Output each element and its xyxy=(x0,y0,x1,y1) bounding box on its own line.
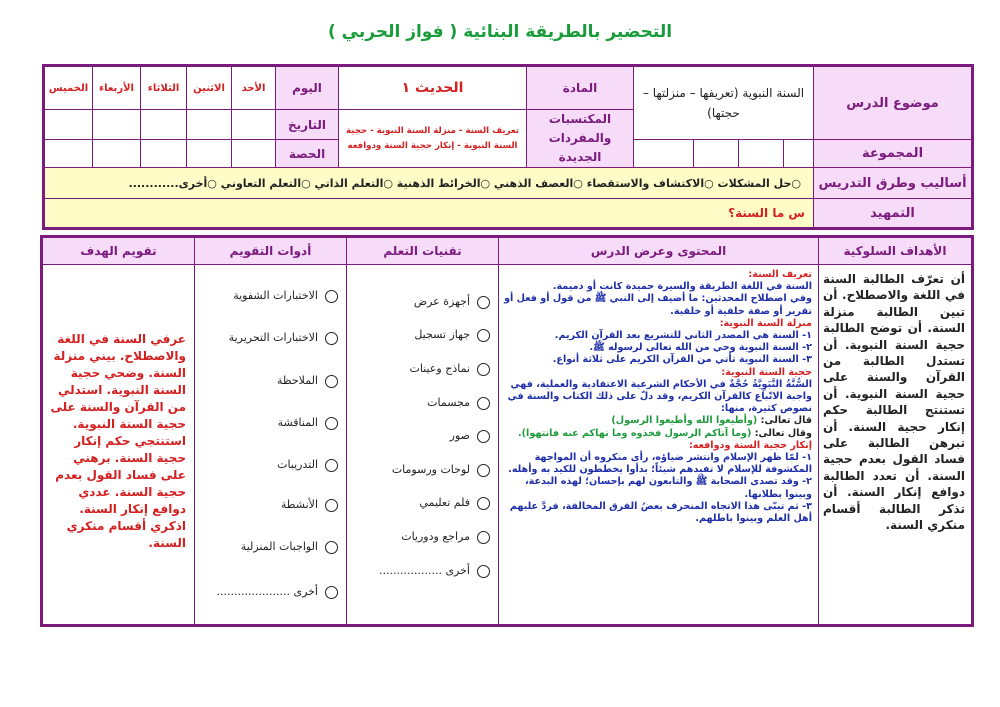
content-paragraph: ١- لمّا ظهر الإسلام وانتشر ضياؤه، رأى منكروه أن المواجهة المكشوفة للإسلام لا تفيدهم شيئاً؛ بدأوا يخططون للكيد به وأهله. xyxy=(508,452,812,476)
content-quote: (وأطيعوا الله وأطيعوا الرسول) xyxy=(611,415,758,427)
technique-option[interactable]: جهاز تسجيل xyxy=(414,328,490,342)
radio-circle-icon[interactable] xyxy=(477,497,490,510)
content-quote: (وما آتاكم الرسول فخذوه وما نهاكم عنه فانتهوا). xyxy=(518,427,752,439)
header-objectives: الأهداف السلوكية xyxy=(818,237,972,265)
content-paragraph: السنة في اللغة الطريقة والسيرة حميدة كانت أو ذميمة. xyxy=(552,281,812,293)
technique-option[interactable]: لوحات ورسومات xyxy=(392,463,490,477)
tools-column xyxy=(194,264,347,625)
content-heading: إنكار حجية السنة ودوافعه: xyxy=(688,439,812,451)
technique-option[interactable]: فلم تعليمي xyxy=(419,496,490,510)
subject-label: موضوع الدرس xyxy=(813,66,972,140)
day-thursday: الخميس xyxy=(44,66,93,110)
date-cell xyxy=(44,109,93,140)
lesson-content xyxy=(499,265,818,525)
tool-option[interactable]: الواجبات المنزلية xyxy=(241,540,338,554)
header-evaluation: تقويم الهدف xyxy=(42,237,195,265)
tool-option[interactable]: الأنشطة xyxy=(281,498,338,512)
period-cell xyxy=(186,139,232,168)
content-paragraph: وفي اصطلاح المحدثين: ما أضيف إلى النبي ﷺ من قول أو فعل أو تقرير أو صفة خلقية أو خلقية. xyxy=(504,293,812,317)
objectives-column xyxy=(818,264,972,625)
radio-circle-icon[interactable] xyxy=(325,417,338,430)
date-cell xyxy=(92,109,141,140)
header-content: المحتوى وعرض الدرس xyxy=(498,237,819,265)
period-cell xyxy=(44,139,93,168)
technique-option[interactable]: صور xyxy=(450,429,490,443)
content-heading: تعريف السنة: xyxy=(748,269,812,280)
tool-option[interactable]: أخرى ..................... xyxy=(217,585,338,599)
day-monday: الاثنين xyxy=(186,66,232,110)
tool-option[interactable]: الاختبارات الشفوية xyxy=(233,289,338,303)
radio-circle-icon[interactable] xyxy=(477,329,490,342)
day-tuesday: الثلاثاء xyxy=(140,66,187,110)
day-sunday: الأحد xyxy=(231,66,276,110)
date-label: التاريخ xyxy=(275,109,339,140)
content-paragraph: ١- السنة هي المصدر الثاني للتشريع بعد القرآن الكريم. xyxy=(554,330,812,342)
radio-circle-icon[interactable] xyxy=(477,397,490,410)
content-column xyxy=(498,264,819,625)
radio-circle-icon[interactable] xyxy=(325,375,338,388)
technique-option[interactable]: مراجع ودوريات xyxy=(401,530,490,544)
content-paragraph: السُّنَّةُ النَّبَوِيَّةُ حُجَّةٌ في الأحكام الشرعية الاعتقادية والعملية، فهي واجبة الاتّباع كالقرآن الكريم، وقد دلّ على ذلك الكتاب والسنة في نصوص كثيرة، منها: xyxy=(507,378,812,415)
gains-label: المكتسبات والمفردات الجديدة xyxy=(526,109,634,168)
header-tools: أدوات التقويم xyxy=(194,237,347,265)
technique-option[interactable]: أخرى .................. xyxy=(379,564,490,578)
date-cell xyxy=(140,109,187,140)
period-cell xyxy=(92,139,141,168)
radio-circle-icon[interactable] xyxy=(477,531,490,544)
radio-circle-icon[interactable] xyxy=(477,565,490,578)
methods-value: ○حل المشكلات ○الاكتشاف والاستقصاء ○العصف الذهني ○الخرائط الذهنية ○التعلم الذاتي ○التعلم التعاوني ○أخرى............ xyxy=(44,167,814,199)
technique-option[interactable]: نماذج وعينات xyxy=(410,362,491,376)
radio-circle-icon[interactable] xyxy=(325,541,338,554)
radio-circle-icon[interactable] xyxy=(477,296,490,309)
group-cell xyxy=(783,139,814,168)
radio-circle-icon[interactable] xyxy=(477,430,490,443)
group-cell xyxy=(738,139,784,168)
content-quote-intro: وقال تعالى: xyxy=(754,427,812,439)
intro-label: التمهيد xyxy=(813,198,972,228)
content-paragraph: ٣- ثم تبنّى هذا الاتجاه المنحرف بعضُ الفرق المخالفة، فردَّ عليهم أهل العلم وبينوا باطلهم. xyxy=(509,500,812,525)
matter-value: الحديث ١ xyxy=(338,66,527,110)
content-heading: حجية السنة النبوية: xyxy=(721,366,812,378)
radio-circle-icon[interactable] xyxy=(477,363,490,376)
group-cell xyxy=(693,139,739,168)
gains-value: تعريف السنة - منزلة السنة النبوية - حجية السنة النبوية - إنكار حجية السنة ودوافعه xyxy=(338,109,527,168)
tool-option[interactable]: الاختبارات التحريرية xyxy=(229,331,338,345)
tool-option[interactable]: الملاحظة xyxy=(277,374,338,388)
day-wednesday: الأربعاء xyxy=(92,66,141,110)
period-label: الحصة xyxy=(275,139,339,168)
techniques-column xyxy=(346,264,499,625)
evaluation-column xyxy=(42,264,195,625)
content-paragraph: ٣- السنة النبوية تأتي من القرآن الكريم على ثلاثة أنواع. xyxy=(552,354,812,366)
radio-circle-icon[interactable] xyxy=(325,586,338,599)
evaluation-text: عرفي السنة في اللغة والاصطلاح. بيني منزلة السنة. وضحي حجية السنة النبوية. استدلي من القرآن والسنة على حجية السنة النبوية. استنتجي حكم إنكار حجية السنة. برهني على فساد القول بعدم حجية السنة. عددي دوافع إنكار السنة. اذكري أقسام منكري السنة. xyxy=(50,332,186,550)
matter-label: المادة xyxy=(526,66,634,110)
technique-option[interactable]: مجسمات xyxy=(427,396,490,410)
content-paragraph: ٢- وقد تصدى الصحابة ﷺ والتابعون لهم بإحسان؛ لهذه البدعة، وبينوا بطلانها. xyxy=(524,476,812,500)
period-cell xyxy=(140,139,187,168)
day-label: اليوم xyxy=(275,66,339,110)
objectives-text: أن تعرّف الطالبة السنة في اللغة والاصطلاح. أن تبين الطالبة منزلة السنة. أن توضح الطالبة حجية السنة النبوية. أن تستدل الطالبة من القرآن والسنة على حجية السنة النبوية. أن تستنتج الطالبة حكم إنكار حجية السنة. أن تبرهن الطالبة على فساد القول بعدم حجية السنة. أن تعدد الطالبة دوافع إنكار السنة. أن تذكر الطالبة أقسام منكري السنة. xyxy=(823,272,965,533)
radio-circle-icon[interactable] xyxy=(325,332,338,345)
content-paragraph: ٢- السنة النبوية وحي من الله تعالى لرسوله ﷺ. xyxy=(589,342,812,354)
subject-value: السنة النبوية (تعريفها – منزلتها – حجتها) xyxy=(633,66,814,140)
radio-circle-icon[interactable] xyxy=(325,499,338,512)
radio-circle-icon[interactable] xyxy=(325,459,338,472)
header-techniques: تقنيات التعلم xyxy=(346,237,499,265)
tool-option[interactable]: التدريبات xyxy=(277,458,338,472)
group-label: المجموعة xyxy=(813,139,972,168)
radio-circle-icon[interactable] xyxy=(477,464,490,477)
date-cell xyxy=(231,109,276,140)
group-cell xyxy=(633,139,694,168)
technique-option[interactable]: أجهزة عرض xyxy=(414,295,490,309)
page-title: التحضير بالطريقة البنائية ( فواز الحربي ) xyxy=(327,22,673,42)
content-quote-intro: قال تعالى: xyxy=(760,415,812,427)
content-heading: منزلة السنة النبوية: xyxy=(719,317,812,329)
date-cell xyxy=(186,109,232,140)
period-cell xyxy=(231,139,276,168)
tool-option[interactable]: المناقشة xyxy=(278,416,338,430)
methods-label: أساليب وطرق التدريس xyxy=(813,167,972,199)
radio-circle-icon[interactable] xyxy=(325,290,338,303)
intro-value: س ما السنة؟ xyxy=(44,198,814,228)
